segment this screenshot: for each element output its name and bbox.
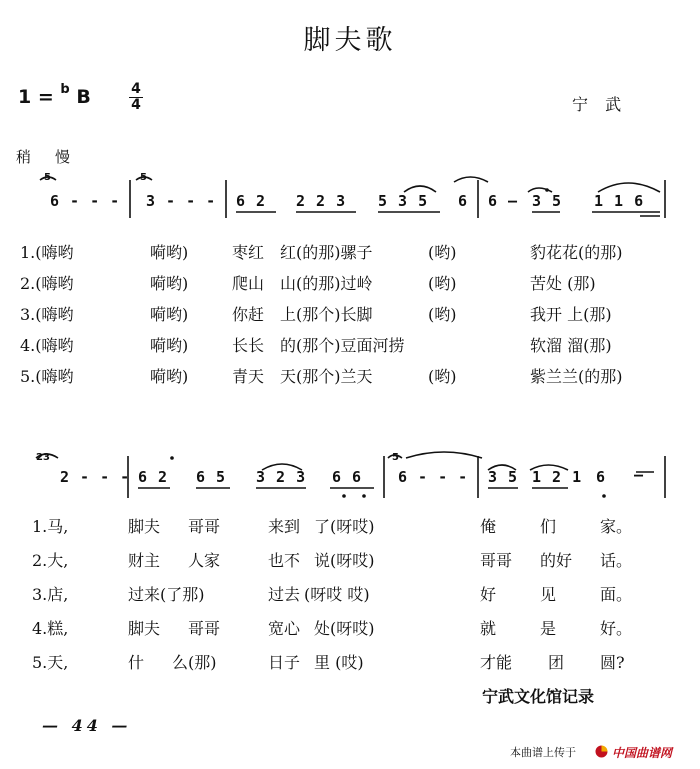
lyric-cell: 也不 [268,551,301,570]
note-group: 3 - - - [146,192,217,210]
lyric-cell: 人家 [188,551,221,570]
lyric-cell: 什 [128,653,145,672]
lyric-cell: (哟) [428,305,457,324]
meter-bottom: 4 [131,97,141,113]
page-number: — 44 — [42,716,132,735]
lyric-cell: 1.(嗨哟 [20,243,74,262]
lyric-cell: 红(的那)骡子 [280,243,373,262]
lyric-cell: (哟) [428,367,457,386]
lyric-cell: (哟) [428,274,457,293]
lyric-cell: 说(呀哎) [314,551,375,570]
note-group: 2 2 3 [296,192,347,210]
octave-dot [342,494,346,498]
lyric-cell: 4.糕, [32,619,69,638]
note-group: 5 3 5 [378,192,429,210]
lyric-cell: 是 [540,619,557,638]
note-group: 6 [458,192,469,210]
lyric-cell: 过去 [268,585,301,604]
key-prefix: 1 = [18,86,54,108]
lyric-cell: 5.(嗨哟 [20,367,74,386]
lyric-cell: 嗬哟) [150,367,189,386]
note-group: 6 - - - [50,192,121,210]
note-group: 1 1 6 [594,192,645,210]
note-group: 3 2 3 [256,468,307,486]
octave-dot [170,456,174,460]
lyric-cell: 紫兰兰(的那) [530,367,623,386]
lyric-cell: 长长 [232,336,265,355]
lyric-cell: 家。 [600,517,633,536]
lyric-cell: 软溜 溜(那) [530,336,612,355]
lyric-cell: 天(那个)兰天 [280,367,373,386]
meter-top: 4 [131,81,141,97]
site-logo-icon [595,745,608,758]
note-group: 3 5 [532,192,563,210]
lyric-cell: 圆? [600,653,625,672]
tie [454,177,488,182]
lyric-cell: 宽心 [268,619,301,638]
octave-dot [602,494,606,498]
upload-note: 本曲谱上传于 [510,746,576,759]
lyric-cell: 你赶 [232,305,265,324]
lyric-cell: 5.天, [32,653,69,672]
tie [406,452,482,458]
lyric-cell: 苦处 (那) [530,274,596,293]
note-group: 6 - - - [398,468,469,486]
lyric-cell: 我开 上(那) [530,305,612,324]
lyric-cell: 才能 [480,653,513,672]
lyric-cell: 的好 [540,551,573,570]
note-group: 6 [596,468,607,486]
lyric-cell: 豹花花(的那) [530,243,623,262]
note-group: 6 — [488,192,519,210]
note-group: 6 6 [332,468,363,486]
lyric-cell: 好 [480,585,497,604]
lyric-cell: 枣红 [232,243,265,262]
grace-note: 23 [36,452,50,463]
note-group: 3 5 [488,468,519,486]
lyric-cell: 嗬哟) [150,243,189,262]
lyric-cell: 处(呀哎) [314,619,375,638]
lyric-cell: 么(那) [172,653,217,672]
composer: 宁 武 [572,95,628,114]
note-group: 6 2 [138,468,169,486]
lyric-cell: (哟) [428,243,457,262]
lyric-cell: 好。 [600,619,633,638]
lyric-cell: 嗬哟) [150,274,189,293]
lyric-cell: 俺 [480,517,497,536]
lyric-cell: 们 [540,517,557,536]
lyric-cell: 里 (哎) [314,653,364,672]
lyric-cell: 上(那个)长脚 [280,305,373,324]
lyric-cell: 4.(嗨哟 [20,336,74,355]
note-group: 1 2 1 [532,468,583,486]
lyric-cell: 财主 [128,551,161,570]
lyric-cell: 脚夫 [128,619,161,638]
lyric-cell: 嗬哟) [150,336,189,355]
slur [598,183,660,192]
grace-note: 5 [140,172,147,183]
lyric-cell: 话。 [600,551,633,570]
lyric-cell: 哥哥 [188,619,221,638]
note-group: 6 5 [196,468,227,486]
lyric-cell: 团 [548,653,565,672]
flat-sign: b [60,82,70,97]
lyric-cell: 面。 [600,585,633,604]
lyric-cell: 见 [540,585,557,604]
lyric-cell: 日子 [268,653,301,672]
time-signature [128,82,144,113]
note-group: 6 2 [236,192,267,210]
lyric-cell: 1.马, [32,517,69,536]
lyric-cell: 山(的那)过岭 [280,274,373,293]
lyric-cell: 过来(了那) [128,585,205,604]
note-group: — [634,466,645,484]
lyric-cell: 哥哥 [188,517,221,536]
lyric-cell: 就 [480,619,497,638]
key-note: B [76,86,91,108]
site-name[interactable]: 中国曲谱网 [612,746,673,760]
grace-note: 5 [44,172,51,183]
octave-dot [362,494,366,498]
lyric-cell: 3.店, [32,585,69,604]
lyric-cell: 嗬哟) [150,305,189,324]
lyric-cell: 青天 [232,367,265,386]
lyric-cell: 来到 [268,517,301,536]
lyric-cell: 哥哥 [480,551,513,570]
transcription-credit: 宁武文化馆记录 [482,687,595,706]
lyric-cell: 3.(嗨哟 [20,305,74,324]
grace-note: 5 [392,452,399,463]
lyric-cell: 的(那个)豆面河捞 [280,336,405,355]
lyric-cell: (呀哎 哎) [304,585,370,604]
lyric-cell: 2.(嗨哟 [20,274,74,293]
key-signature [18,82,91,108]
lyric-cell: 2.大, [32,551,69,570]
lyric-cell: 爬山 [232,274,265,293]
lyric-cell: 脚夫 [128,517,161,536]
lyric-cell: 了(呀哎) [314,517,375,536]
note-group: 2 - - - [60,468,131,486]
tempo-marking: 稍慢 [16,148,95,166]
song-title: 脚夫歌 [303,25,397,56]
